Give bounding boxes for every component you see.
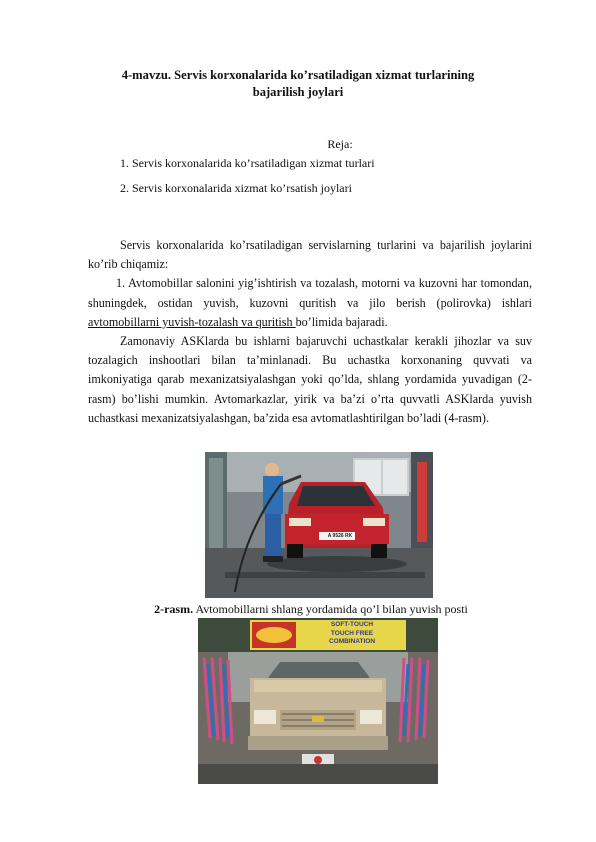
wash-sign-line-3: COMBINATION bbox=[328, 638, 376, 645]
page-title bbox=[60, 67, 536, 101]
figure-2-label: 2-rasm. bbox=[154, 602, 194, 616]
hose-wash-illustration bbox=[205, 452, 433, 598]
paragraph-2 bbox=[88, 274, 532, 332]
paragraph-2-end: bo’limida bajaradi. bbox=[295, 314, 388, 329]
license-plate: A 9526 RK bbox=[327, 533, 353, 539]
paragraph-2-underlined: avtomobillarni yuvish-tozalash va quritish bbox=[88, 314, 296, 329]
figure-2-photo bbox=[205, 452, 433, 598]
figure-2-caption bbox=[0, 602, 596, 617]
paragraph-1: Servis korxonalarida ko’rsatiladigan servislarning turlarini va bajarilish joylarini ko’rib chiqamiz: bbox=[88, 238, 532, 272]
plan-item-2: 2. Servis korxonalarida xizmat ko’rsatish joylari bbox=[120, 181, 352, 195]
wash-sign bbox=[300, 621, 404, 647]
wash-sign-line-2: TOUCH FREE bbox=[330, 629, 374, 637]
wash-sign-line-1: SOFT-TOUCH bbox=[330, 621, 374, 628]
plan-title: Reja: bbox=[327, 137, 353, 151]
title-line-2: bajarilish joylari bbox=[252, 85, 344, 99]
paragraph-2-start: 1. Avtomobillar salonini yig’ishtirish va tozalash, motorni va kuzovni har tomondan, shuningdek, ostidan yuvish, kuzovni quritish va jilo berish (polirovka) ishlari bbox=[88, 276, 532, 310]
figure-4-photo bbox=[198, 618, 438, 784]
body-text bbox=[88, 236, 532, 428]
paragraph-3: Zamonaviy ASKlarda bu ishlarni bajaruvchi uchastkalar kerakli jihozlar va suv tozalagich inshootlari bilan ta’minlanadi. Bu uchastka korxonaning quvvati va imkoniyatiga qarab mexanizatsiyalashgan yoki qo’lda, shlang yordamida yuvadigan (2-rasm) bo’lishi mumkin. Avtomarkazlar, yirik va ba’zi o’rta quvvatli ASKlarda yuvish uchastkasi mexanizatsiyalashgan, ba’zida esa avtomatlashtirilgan bo’ladi (4-rasm). bbox=[88, 334, 532, 425]
title-line-1: 4-mavzu. Servis korxonalarida ko’rsatiladigan xizmat turlarining bbox=[121, 68, 475, 82]
plan-item-1: 1. Servis korxonalarida ko’rsatiladigan xizmat turlari bbox=[120, 156, 375, 170]
figure-2-caption-text: Avtomobillarni shlang yordamida qo’l bilan yuvish posti bbox=[193, 602, 468, 616]
